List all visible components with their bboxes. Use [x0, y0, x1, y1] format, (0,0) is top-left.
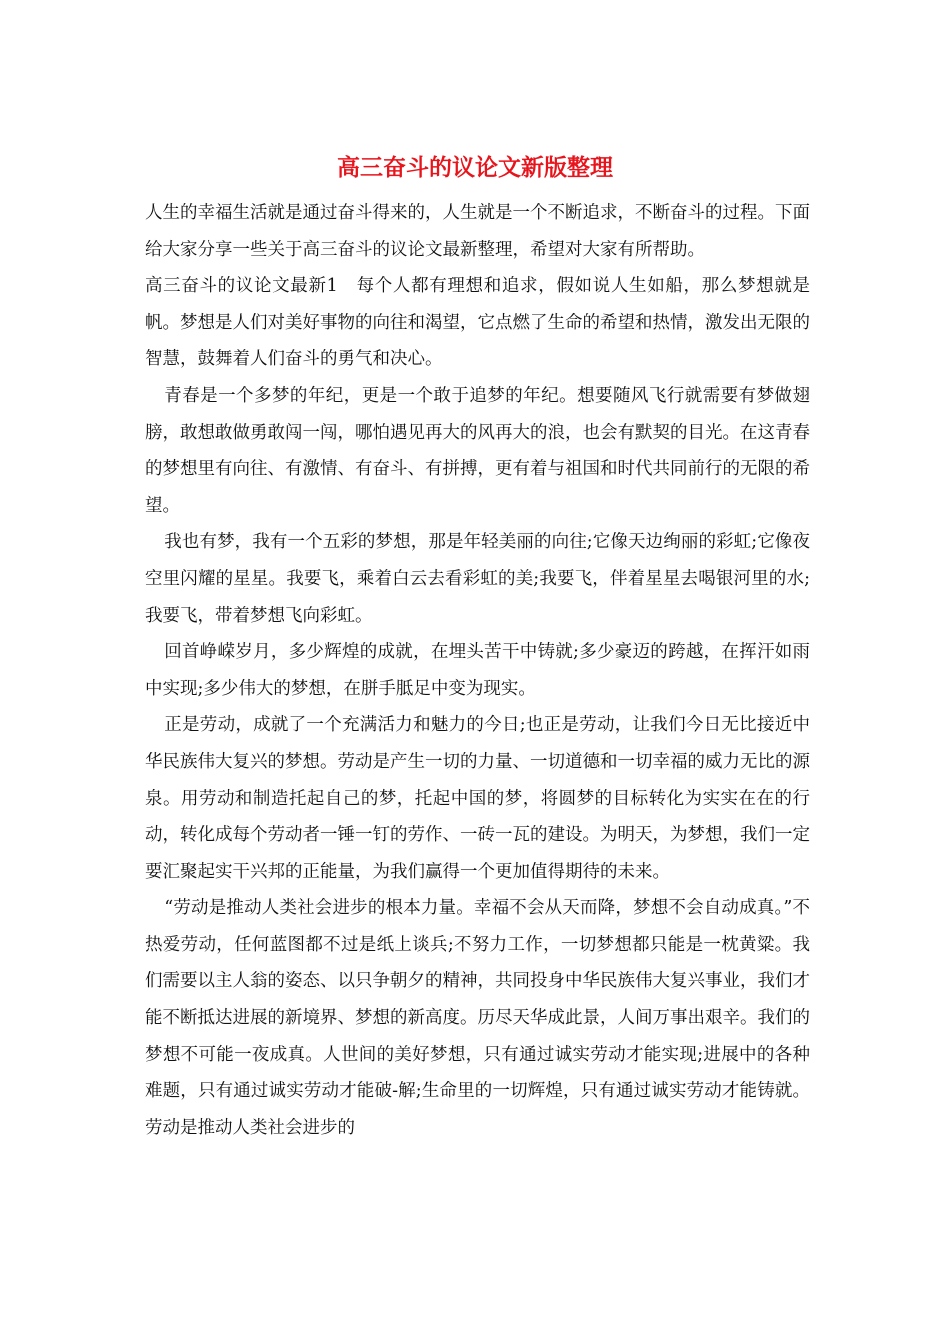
- document-title: 高三奋斗的议论文新版整理: [337, 154, 613, 181]
- paragraph-look-back: 回首峥嵘岁月，多少辉煌的成就，在埋头苦干中铸就;多少豪迈的跨越，在挥汗如雨中实现;多少伟大的梦想，在胼手胝足中变为现实。: [145, 642, 810, 699]
- paragraph-intro: 人生的幸福生活就是通过奋斗得来的，人生就是一个不断追求，不断奋斗的过程。下面给大家分享一些关于高三奋斗的议论文最新整理，希望对大家有所帮助。: [145, 203, 810, 260]
- paragraph-labor: 正是劳动，成就了一个充满活力和魅力的今日;也正是劳动，让我们今日无比接近中华民族伟大复兴的梦想。劳动是产生一切的力量、一切道德和一切幸福的威力无比的源泉。用劳动和制造托起自己的梦，托起中国的梦，将圆梦的目标转化为实实在在的行动，转化成每个劳动者一锤一钉的劳作、一砖一瓦的建设。为明天，为梦想，我们一定要汇聚起实干兴邦的正能量，为我们赢得一个更加值得期待的未来。: [145, 715, 810, 882]
- document-body: [145, 195, 810, 1146]
- paragraph-labor-quote: “劳动是推动人类社会进步的根本力量。幸福不会从天而降，梦想不会自动成真。”不热爱劳动，任何蓝图都不过是纸上谈兵;不努力工作，一切梦想都只能是一枕黄粱。我们需要以主人翁的姿态、以只争朝夕的精神，共同投身中华民族伟大复兴事业，我们才能不断抵达进展的新境界、梦想的新高度。历尽天华成此景，人间万事出艰辛。我们的梦想不可能一夜成真。人世间的美好梦想，只有通过诚实劳动才能实现;进展中的各种难题，只有通过诚实劳动才能破-解;生命里的一切辉煌，只有通过诚实劳动才能铸就。劳动是推动人类社会进步的: [145, 898, 810, 1138]
- paragraph-essay-1-heading: 高三奋斗的议论文最新1 每个人都有理想和追求，假如说人生如船，那么梦想就是帆。梦想是人们对美好事物的向往和渴望，它点燃了生命的希望和热情，激发出无限的智慧，鼓舞着人们奋斗的勇气和决心。: [145, 276, 810, 370]
- paragraph-my-dream: 我也有梦，我有一个五彩的梦想，那是年轻美丽的向往;它像天边绚丽的彩虹;它像夜空里闪耀的星星。我要飞，乘着白云去看彩虹的美;我要飞，伴着星星去喝银河里的水;我要飞，带着梦想飞向彩虹。: [145, 532, 810, 626]
- paragraph-youth: 青春是一个多梦的年纪，更是一个敢于追梦的年纪。想要随风飞行就需要有梦做翅膀，敢想敢做勇敢闯一闯，哪怕遇见再大的风再大的浪，也会有默契的目光。在这青春的梦想里有向往、有激情、有奋斗、有拼搏，更有着与祖国和时代共同前行的无限的希望。: [145, 385, 810, 516]
